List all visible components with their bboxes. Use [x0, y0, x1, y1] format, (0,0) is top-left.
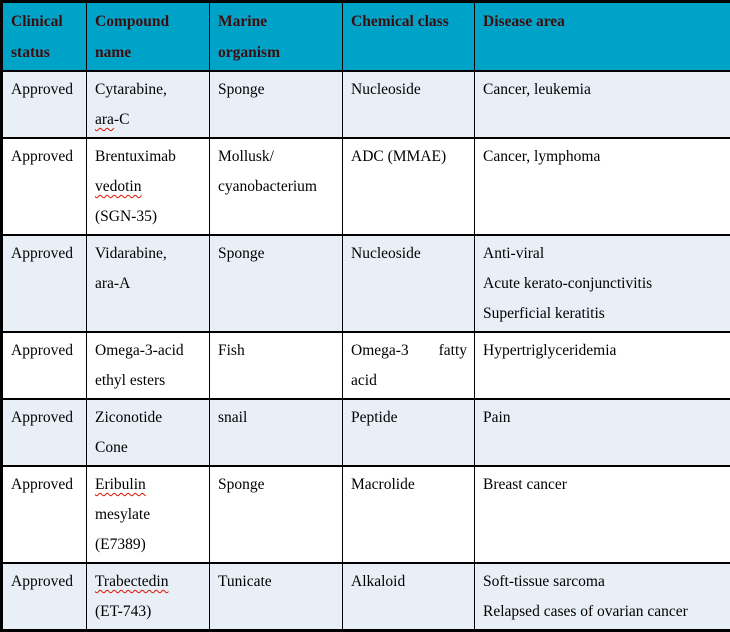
cell-line: Cone: [95, 433, 202, 463]
cell-disease-area: [475, 235, 730, 332]
cell-line: ADC (MMAE): [351, 142, 467, 172]
cell-chemical-class: [343, 332, 475, 399]
cell-line: Approved: [11, 142, 79, 172]
cell-line: Nucleoside: [351, 75, 467, 105]
cell-line: Nucleoside: [351, 239, 467, 269]
cell-line: (ET-743): [95, 597, 202, 627]
misspelled-word: vedotin: [95, 178, 142, 195]
misspelled-word: Trabectedin: [95, 573, 168, 590]
table-header: [2, 2, 730, 72]
cell-clinical-status: [2, 235, 87, 332]
cell-chemical-class: [343, 466, 475, 563]
header-compound-name: [87, 2, 210, 72]
cell-line: Tunicate: [218, 567, 335, 597]
cell-line: ara-C: [95, 105, 202, 135]
cell-line: Pain: [483, 403, 723, 433]
cell-line: Approved: [11, 403, 79, 433]
cell-compound-name: [87, 563, 210, 631]
cell-disease-area: [475, 71, 730, 138]
header-chemical-class: [343, 2, 475, 72]
cell-line: [351, 336, 467, 366]
cell-line: Ziconotide: [95, 403, 202, 433]
cell-marine-organism: [210, 138, 343, 235]
cell-line: Cancer, leukemia: [483, 75, 723, 105]
cell-chemical-class: [343, 71, 475, 138]
cell-line: Acute kerato-conjunctivitis: [483, 269, 723, 299]
header-marine-organism: [210, 2, 343, 72]
cell-line: Macrolide: [351, 470, 467, 500]
cell-marine-organism: [210, 332, 343, 399]
justified-word: Omega-3: [351, 336, 409, 366]
cell-line: Disease area: [483, 6, 723, 37]
cell-line: Approved: [11, 470, 79, 500]
cell-line: Soft-tissue sarcoma: [483, 567, 723, 597]
cell-chemical-class: [343, 235, 475, 332]
cell-line: Sponge: [218, 75, 335, 105]
cell-line: [95, 567, 202, 597]
cell-clinical-status: [2, 71, 87, 138]
misspelled-word: ara: [95, 111, 114, 128]
cell-line: Chemical class: [351, 6, 467, 37]
cell-line: name: [95, 37, 202, 68]
cell-line: Fish: [218, 336, 335, 366]
cell-line: Approved: [11, 75, 79, 105]
header-clinical-status: [2, 2, 87, 72]
table-row: [2, 71, 730, 138]
cell-line: Superficial keratitis: [483, 299, 723, 329]
cell-marine-organism: [210, 235, 343, 332]
cell-line: [95, 470, 202, 500]
cell-compound-name: [87, 235, 210, 332]
cell-line: Clinical: [11, 6, 79, 37]
cell-line: Marine: [218, 6, 335, 37]
cell-chemical-class: [343, 563, 475, 631]
cell-line: acid: [351, 366, 467, 396]
cell-line: Alkaloid: [351, 567, 467, 597]
cell-line: Approved: [11, 336, 79, 366]
cell-disease-area: [475, 332, 730, 399]
cell-compound-name: [87, 399, 210, 466]
cell-disease-area: [475, 563, 730, 631]
cell-line: Peptide: [351, 403, 467, 433]
cell-chemical-class: [343, 399, 475, 466]
cell-line: Breast cancer: [483, 470, 723, 500]
header-row: [2, 2, 730, 72]
cell-line: Relapsed cases of ovarian cancer: [483, 597, 723, 627]
cell-line: Sponge: [218, 239, 335, 269]
cell-line: Omega-3-acid: [95, 336, 202, 366]
cell-line: Hypertriglyceridemia: [483, 336, 723, 366]
cell-line: Approved: [11, 239, 79, 269]
cell-compound-name: [87, 138, 210, 235]
cell-line: Cancer, lymphoma: [483, 142, 723, 172]
cell-clinical-status: [2, 399, 87, 466]
cell-clinical-status: [2, 138, 87, 235]
cell-line: Anti-viral: [483, 239, 723, 269]
cell-line: cyanobacterium: [218, 172, 335, 202]
cell-marine-organism: [210, 71, 343, 138]
table-row: [2, 399, 730, 466]
table-row: [2, 563, 730, 631]
cell-disease-area: [475, 399, 730, 466]
cell-marine-organism: [210, 399, 343, 466]
justified-word: fatty: [439, 336, 467, 366]
cell-clinical-status: [2, 563, 87, 631]
cell-marine-organism: [210, 466, 343, 563]
cell-disease-area: [475, 466, 730, 563]
header-disease-area: [475, 2, 730, 72]
cell-line: Sponge: [218, 470, 335, 500]
cell-line: [95, 172, 202, 202]
cell-compound-name: [87, 466, 210, 563]
cell-compound-name: [87, 332, 210, 399]
cell-line: Cytarabine,: [95, 75, 202, 105]
cell-line: status: [11, 37, 79, 68]
cell-line: mesylate: [95, 500, 202, 530]
cell-marine-organism: [210, 563, 343, 631]
cell-disease-area: [475, 138, 730, 235]
cell-chemical-class: [343, 138, 475, 235]
misspelled-word: Eribulin: [95, 476, 146, 493]
cell-line: organism: [218, 37, 335, 68]
cell-line: snail: [218, 403, 335, 433]
cell-line: Mollusk/: [218, 142, 335, 172]
cell-line: (SGN-35): [95, 202, 202, 232]
cell-clinical-status: [2, 466, 87, 563]
cell-line: Vidarabine,: [95, 239, 202, 269]
table-row: [2, 466, 730, 563]
table-row: [2, 235, 730, 332]
cell-line: ara-A: [95, 269, 202, 299]
table-row: [2, 332, 730, 399]
cell-line: Brentuximab: [95, 142, 202, 172]
cell-line: (E7389): [95, 530, 202, 560]
table-row: [2, 138, 730, 235]
table-body: [2, 71, 730, 631]
cell-line: Compound: [95, 6, 202, 37]
cell-line: Approved: [11, 567, 79, 597]
cell-clinical-status: [2, 332, 87, 399]
cell-compound-name: [87, 71, 210, 138]
cell-line: ethyl esters: [95, 366, 202, 396]
